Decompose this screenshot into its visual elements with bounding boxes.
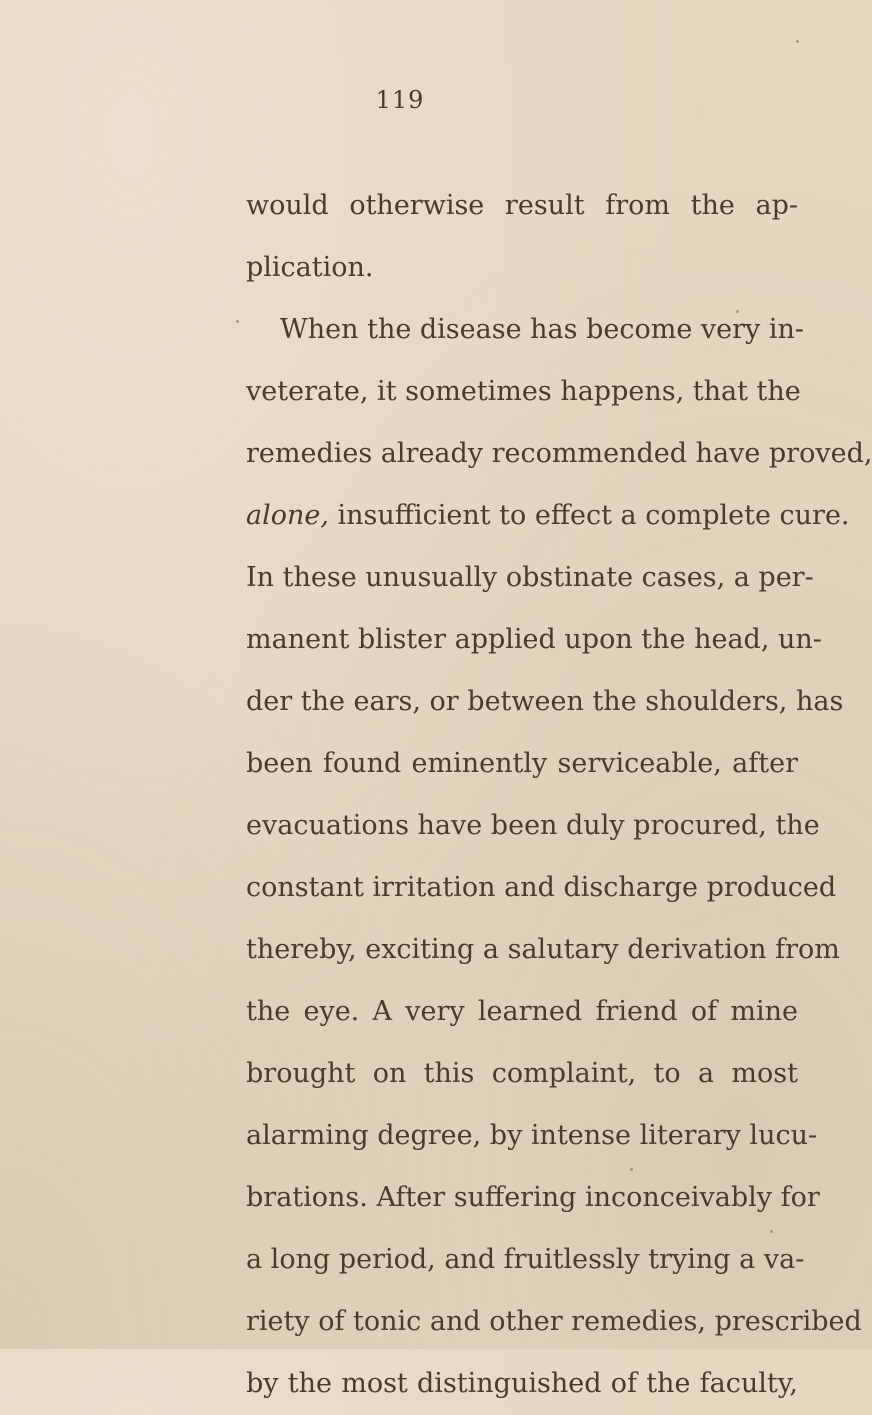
text-line: riety of tonic and other remedies, prescribed xyxy=(246,1306,862,1337)
text-line: veterate, it sometimes happens, that the xyxy=(246,376,801,407)
paper-speck xyxy=(796,40,799,43)
text-line: In these unusually obstinate cases, a per- xyxy=(246,562,814,593)
text-line: alarming degree, by intense literary lucu- xyxy=(246,1120,818,1151)
text-line: manent blister applied upon the head, un- xyxy=(246,624,822,655)
text-line: remedies already recommended have proved, xyxy=(246,438,872,469)
paper-speck xyxy=(630,1168,633,1171)
text-line: by the most distinguished of the faculty, xyxy=(246,1368,798,1399)
text-line: thereby, exciting a salutary derivation from xyxy=(246,934,840,965)
text-line: brought on this complaint, to a most xyxy=(246,1058,798,1089)
text-line: would otherwise result from the ap- xyxy=(246,190,798,221)
text-line: a long period, and fruitlessly trying a va- xyxy=(246,1244,805,1275)
italic-word: alone, xyxy=(246,500,329,531)
paper-speck xyxy=(236,320,239,323)
text-line xyxy=(246,485,850,547)
text-line: been found eminently serviceable, after xyxy=(246,748,798,779)
text-line: der the ears, or between the shoulders, has xyxy=(246,686,844,717)
text-line-rest: insufficient to effect a complete cure. xyxy=(328,500,850,531)
text-line: constant irritation and discharge produced xyxy=(246,872,837,903)
text-line: When the disease has become very in- xyxy=(280,314,805,345)
text-line: evacuations have been duly procured, the xyxy=(246,810,820,841)
text-line: brations. After suffering inconceivably for xyxy=(246,1182,820,1213)
paper-speck xyxy=(736,310,739,313)
body-text xyxy=(246,175,872,1415)
paper-speck xyxy=(770,1230,773,1233)
text-line: plication. xyxy=(246,252,374,283)
text-line: the eye. A very learned friend of mine xyxy=(246,996,798,1027)
page-number: 119 xyxy=(375,86,425,114)
